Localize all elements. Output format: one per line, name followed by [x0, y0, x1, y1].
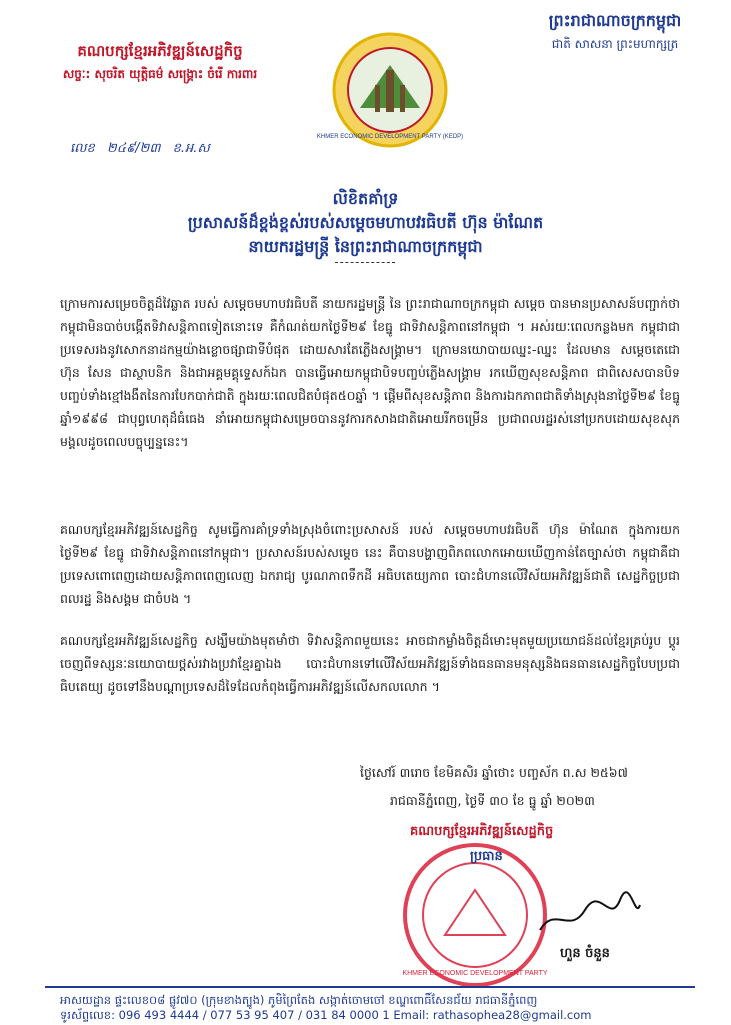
kingdom-title: ព្រះរាជាណាចក្រកម្ពុជា: [548, 11, 682, 30]
party-name: គណបក្សខ្មែរអភិវឌ្ឍន៍សេដ្ឋកិច្ច: [77, 42, 243, 60]
ref-code: ខ.អ.ស: [172, 141, 210, 156]
kingdom-motto: ជាតិ សាសនា ព្រះមហាក្សត្រ: [551, 37, 679, 51]
logo-text: KHMER ECONOMIC DEVELOPMENT PARTY (KEDP): [316, 134, 464, 140]
solar-date: រាជធានីភ្នំពេញ, ថ្ងៃទី ៣០ ខែ ធ្នូ ឆ្នាំ ២០២៣: [390, 793, 595, 808]
reference-number: [70, 140, 218, 159]
document-title: លិខិតគាំទ្រ: [332, 189, 399, 208]
signatory-role: ប្រធាន: [470, 849, 503, 864]
paragraph-2: គណបក្សខ្មែរអភិវឌ្ឍន៍សេដ្ឋកិច្ច សូមធ្វើការគាំទ្រទាំងស្រុងចំពោះប្រសាសន៍ របស់ សម្តេចមហាបវរធិបតី ហ៊ុន ម៉ាណែត ក្នុងការយកថ្ងៃទី២៩ ខែធ្នូ ជាទិវាសន្តិភាពនៅកម្ពុជា។ ប្រសាសន៍របស់សម្តេច នេះ គឺបានបង្ហាញពិភពលោកអោយឃើញកាន់តែច្បាស់ថា កម្ពុជាគឺជាប្រទេសពោពេញដោយសន្តិភាពពេញលេញ ឯករាជ្យ បូរណភាពទឹកដី អធិបតេយ្យភាព បោះជំហានលើវិស័យអភិវឌ្ឍន៍ជាតិ សេដ្ឋកិច្ចប្រជាពលរដ្ឋ និងសង្គម ជាចំបង ។: [60, 522, 680, 606]
paragraph-3: គណបក្សខ្មែរអភិវឌ្ឍន៍សេដ្ឋកិច្ច សង្ឃឹមយ៉ាងមុតមាំថា ទិវាសន្តិភាពមួយនេះ អាចជាកម្លាំងចិត្តដ៏មោះមុតមួយប្រយោជន៍ដល់ខ្មែរគ្រប់រូប ប្តូរចេញពីទស្សនៈនយោបាយថ្ពស់រវាងប្រវាខ្មែរគ្នាឯង បោះជំហានទៅលើវិស័យអភិវឌ្ឍន៍ទាំងធនធានមនុស្សនិងធនធានសេដ្ឋកិច្ចបែបប្រជាធិបតេយ្យ ដូចទៅនឹងបណ្តាប្រទេសដ៏ទៃដែលកំពុងធ្វើការអភិវឌ្ឍន៍លើសកលលោក ។: [60, 633, 680, 694]
paragraph-1: ក្រោមការសម្រេចចិត្តដ៏វៃឆ្លាត របស់ សម្តេចមហាបវរធិបតី នាយករដ្ឋមន្ត្រី នៃ ព្រះរាជាណាចក្រកម្ពុជា សម្តេច បានមានប្រសាសន៍បញ្ជាក់ថា កម្ពុជាមិនបាច់បង្កើតទិវាសន្តិភាពទៀតនោះទេ គឺកំណត់យកថ្ងៃទី២៩ ខែធ្នូ ជាទិវាសន្តិភាពនៅកម្ពុជា ។ អស់រយៈពេលកន្លងមក កម្ពុជាជាប្រទេសរងនូវសោកនាដកម្មយ៉ាងខ្លោចផ្សាជាទីបំផុត ដោយសារតែភ្លើងសង្គ្រាម។ ក្រោមនយោបាយឈ្នះ-ឈ្នះ ដែលមាន សម្តេចតេជោ ហ៊ុន សែន ជាស្ថាបនិក និងជាអគ្គមគ្គុទ្ទេសក៍ឯក បានធ្វើអោយកម្ពុជាបិទបញ្ចប់ភ្លើងសង្គ្រាម រកឃើញសុខសន្តិភាព ជាពិសេសបានបិទបញ្ចប់ទាំងខ្មៅងងឹតនៃការបែកបាក់ជាតិ ក្នុងរយៈពេលជិតបំផុត៥០ឆ្នាំ ។ ផ្តើមពីសុខសន្តិភាព និងការឯកភាពជាតិទាំងស្រុងនាថ្ងៃទី២៩ ខែធ្នូ ឆ្នាំ១៩៩៨ ជាបុព្វហេតុដ៏ធំធេង នាំអោយកម្ពុជាសម្រេចបាននូវការកសាងជាតិអោយរីកចម្រើន ប្រជាពលរដ្ឋរស់នៅប្រកបដោយសុខសុភមង្គលដូចពេលបច្ចុប្បន្ននេះ។: [60, 296, 680, 449]
ref-number: ២៤៩/២៣: [106, 141, 161, 156]
party-motto: សច្ចៈ: សុចរិត យុត្តិធម៌ សង្គ្រោះ ចំរើ ការពារ: [62, 67, 258, 81]
title-line-3: នាយករដ្ឋមន្ត្រី នៃព្រះរាជាណាចក្រកម្ពុជា: [248, 237, 483, 256]
signatory-party: គណបក្សខ្មែរអភិវឌ្ឍន៍សេដ្ឋកិច្ច: [410, 824, 554, 839]
seal-text: KHMER ECONOMIC DEVELOPMENT PARTY: [402, 970, 548, 977]
footer-contact: ទូរស័ព្ទលេខ: 096 493 4444 / 077 53 95 407 / 031 84 0000 1 Email: rathasophea28@gmail.com: [60, 1008, 592, 1022]
footer-address: អាសយដ្ឋាន ផ្ទះលេខ០៨ ផ្លូវ៧០ (ក្រុមខាងត្បូង) ភូមិព្រៃតែង សង្កាត់ចោមចៅ ខណ្ឌពោធិ៍សែនជ័យ រាជធានីភ្នំពេញ: [60, 993, 538, 1007]
title-line-2: ប្រសាសន៍ដ៏ខ្ពង់ខ្ពស់របស់សម្តេចមហាបវរធិបតី ហ៊ុន ម៉ាណែត: [187, 213, 544, 232]
footer-divider: [45, 986, 695, 988]
signature: [535, 885, 645, 945]
title-divider: [335, 262, 395, 263]
ref-label: លេខ: [70, 141, 95, 156]
signer-name: ហួន ចំនួន: [560, 946, 610, 961]
lunar-date: ថ្ងៃសៅរ៍ ៣រោច ខែមិគសិរ ឆ្នាំថោះ បញ្ចស័ក ព.ស ២៥៦៧: [360, 765, 628, 780]
party-logo: [316, 30, 464, 150]
